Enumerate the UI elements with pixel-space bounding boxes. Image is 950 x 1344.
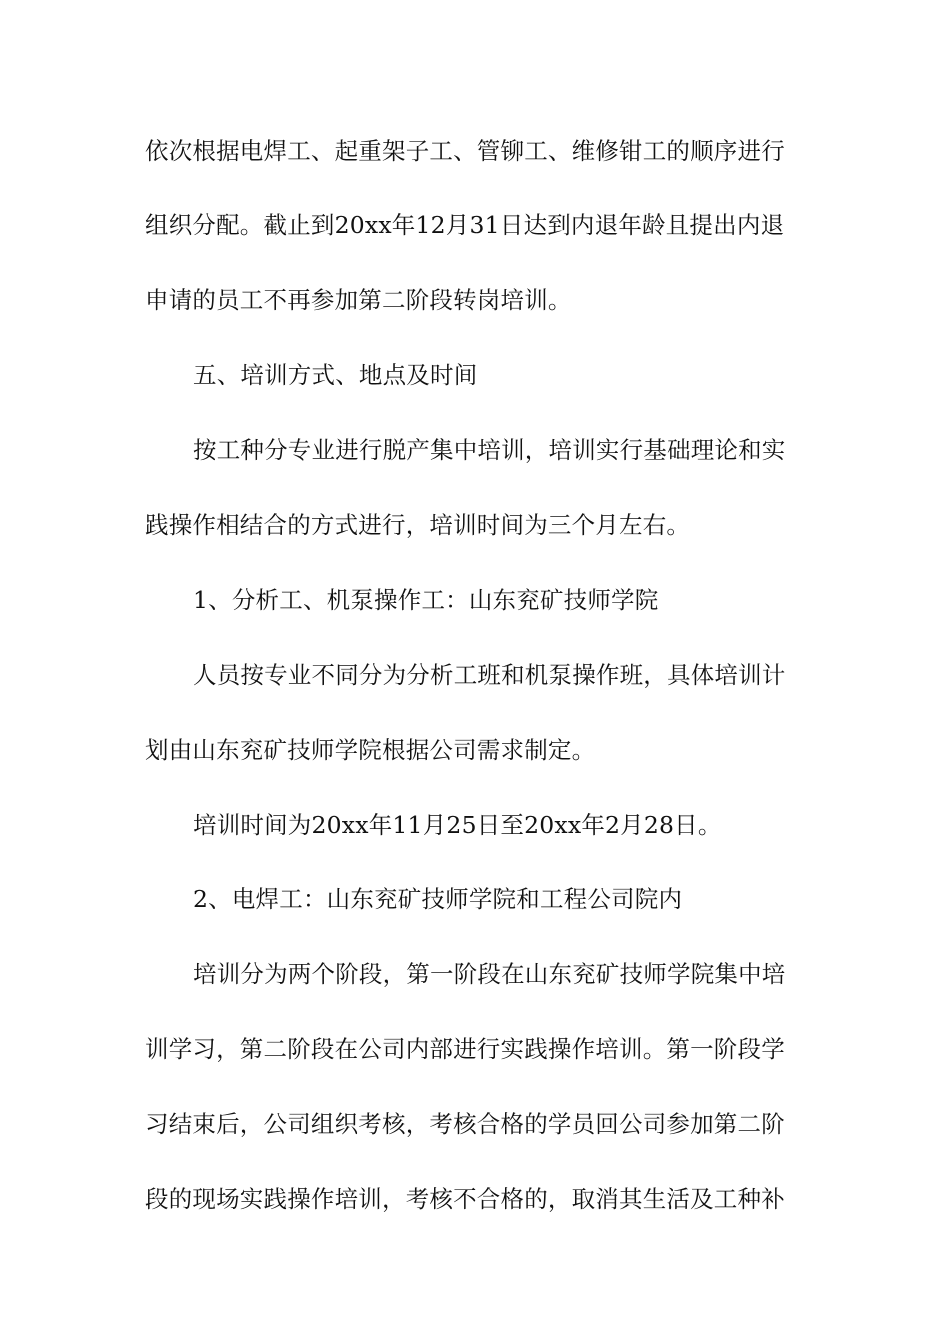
- paragraph-line: 段的现场实践操作培训，考核不合格的，取消其生活及工种补: [145, 1185, 785, 1213]
- subsection-heading: 1、分析工、机泵操作工：山东兖矿技师学院: [193, 586, 659, 614]
- paragraph-line: 培训分为两个阶段，第一阶段在山东兖矿技师学院集中培: [193, 960, 786, 988]
- paragraph-line: 申请的员工不再参加第二阶段转岗培训。: [145, 286, 572, 314]
- subsection-heading: 2、电焊工：山东兖矿技师学院和工程公司院内: [193, 885, 683, 913]
- paragraph-line: 培训时间为20xx年11月25日至20xx年2月28日。: [193, 811, 722, 839]
- section-heading: 五、培训方式、地点及时间: [193, 361, 478, 389]
- paragraph-line: 人员按专业不同分为分析工班和机泵操作班，具体培训计: [193, 661, 786, 689]
- paragraph-line: 依次根据电焊工、起重架子工、管铆工、维修钳工的顺序进行: [145, 137, 785, 165]
- paragraph-line: 划由山东兖矿技师学院根据公司需求制定。: [145, 736, 596, 764]
- paragraph-line: 组织分配。截止到20xx年12月31日达到内退年龄且提出内退: [145, 211, 785, 239]
- paragraph-line: 按工种分专业进行脱产集中培训，培训实行基础理论和实: [193, 436, 786, 464]
- paragraph-line: 习结束后，公司组织考核，考核合格的学员回公司参加第二阶: [145, 1110, 785, 1138]
- paragraph-line: 训学习，第二阶段在公司内部进行实践操作培训。第一阶段学: [145, 1035, 785, 1063]
- paragraph-line: 践操作相结合的方式进行，培训时间为三个月左右。: [145, 511, 691, 539]
